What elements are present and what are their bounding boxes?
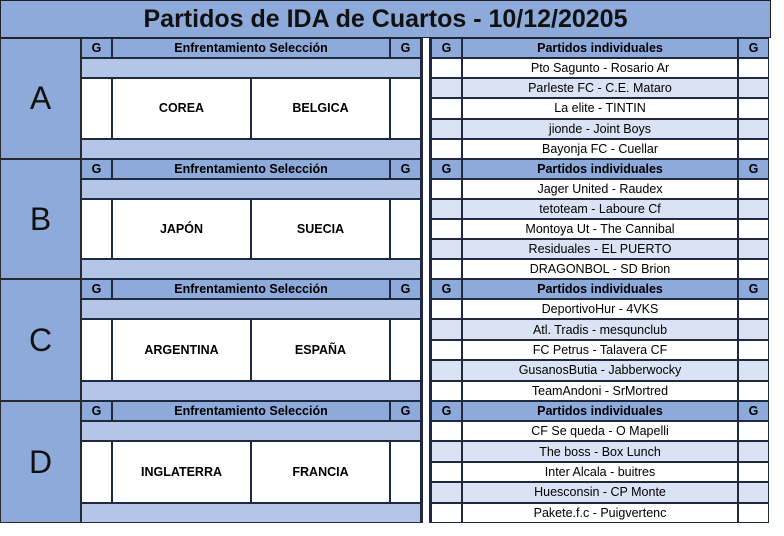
g-header: G bbox=[738, 159, 769, 179]
team-home: COREA bbox=[112, 78, 251, 139]
goal-cell[interactable] bbox=[431, 239, 462, 259]
goal-cell[interactable] bbox=[81, 441, 112, 502]
goal-cell[interactable] bbox=[431, 78, 462, 98]
empty-band bbox=[81, 259, 421, 279]
goal-cell[interactable] bbox=[738, 421, 769, 441]
individual-match: DRAGONBOL - SD Brion bbox=[462, 259, 738, 279]
g-header: G bbox=[738, 38, 769, 58]
individual-match: FC Petrus - Talavera CF bbox=[462, 340, 738, 360]
goal-cell[interactable] bbox=[81, 199, 112, 259]
goal-cell[interactable] bbox=[431, 340, 462, 360]
empty-band bbox=[81, 139, 421, 159]
team-home: ARGENTINA bbox=[112, 319, 251, 380]
individual-match: Inter Alcala - buitres bbox=[462, 462, 738, 482]
individuales-header: Partidos individuales bbox=[462, 159, 738, 179]
individual-match: GusanosButia - Jabberwocky bbox=[462, 360, 738, 380]
goal-cell[interactable] bbox=[738, 381, 769, 401]
goal-cell[interactable] bbox=[738, 199, 769, 219]
g-header: G bbox=[390, 38, 421, 58]
seleccion-header: Enfrentamiento Selección bbox=[112, 401, 390, 421]
individual-match: CF Se queda - O Mapelli bbox=[462, 421, 738, 441]
goal-cell[interactable] bbox=[738, 462, 769, 482]
individual-match: Pakete.f.c - Puigvertenc bbox=[462, 503, 738, 523]
individual-match: jionde - Joint Boys bbox=[462, 119, 738, 139]
goal-cell[interactable] bbox=[431, 219, 462, 239]
g-header: G bbox=[81, 159, 112, 179]
goal-cell[interactable] bbox=[738, 98, 769, 118]
goal-cell[interactable] bbox=[738, 360, 769, 380]
goal-cell[interactable] bbox=[390, 78, 421, 139]
goal-cell[interactable] bbox=[431, 462, 462, 482]
individual-match: Residuales - EL PUERTO bbox=[462, 239, 738, 259]
goal-cell[interactable] bbox=[738, 503, 769, 523]
g-header: G bbox=[431, 38, 462, 58]
column-separator bbox=[421, 38, 431, 159]
individuales-header: Partidos individuales bbox=[462, 279, 738, 299]
empty-band bbox=[81, 58, 421, 78]
g-header: G bbox=[738, 279, 769, 299]
individual-match: Montoya Ut - The Cannibal bbox=[462, 219, 738, 239]
page-title: Partidos de IDA de Cuartos - 10/12/20205 bbox=[0, 0, 771, 38]
goal-cell[interactable] bbox=[738, 239, 769, 259]
goal-cell[interactable] bbox=[81, 319, 112, 380]
team-away: ESPAÑA bbox=[251, 319, 390, 380]
individual-match: tetoteam - Laboure Cf bbox=[462, 199, 738, 219]
empty-band bbox=[81, 421, 421, 441]
goal-cell[interactable] bbox=[431, 360, 462, 380]
individual-match: Huesconsin - CP Monte bbox=[462, 482, 738, 502]
goal-cell[interactable] bbox=[738, 299, 769, 319]
g-header: G bbox=[81, 279, 112, 299]
team-away: FRANCIA bbox=[251, 441, 390, 502]
g-header: G bbox=[431, 279, 462, 299]
g-header: G bbox=[390, 279, 421, 299]
goal-cell[interactable] bbox=[390, 441, 421, 502]
goal-cell[interactable] bbox=[431, 119, 462, 139]
g-header: G bbox=[81, 401, 112, 421]
goal-cell[interactable] bbox=[738, 441, 769, 461]
column-separator bbox=[421, 279, 431, 401]
goal-cell[interactable] bbox=[81, 78, 112, 139]
team-away: BELGICA bbox=[251, 78, 390, 139]
g-header: G bbox=[390, 159, 421, 179]
goal-cell[interactable] bbox=[431, 179, 462, 199]
empty-band bbox=[81, 503, 421, 523]
individual-match: Bayonja FC - Cuellar bbox=[462, 139, 738, 159]
goal-cell[interactable] bbox=[431, 299, 462, 319]
goal-cell[interactable] bbox=[431, 441, 462, 461]
goal-cell[interactable] bbox=[431, 503, 462, 523]
team-away: SUECIA bbox=[251, 199, 390, 259]
empty-band bbox=[81, 179, 421, 199]
goal-cell[interactable] bbox=[431, 58, 462, 78]
goal-cell[interactable] bbox=[431, 421, 462, 441]
empty-band bbox=[81, 381, 421, 401]
goal-cell[interactable] bbox=[738, 482, 769, 502]
goal-cell[interactable] bbox=[431, 199, 462, 219]
group-letter: C bbox=[0, 279, 81, 401]
individual-match: La elite - TINTIN bbox=[462, 98, 738, 118]
goal-cell[interactable] bbox=[738, 319, 769, 339]
individual-match: Atl. Tradis - mesqunclub bbox=[462, 319, 738, 339]
g-header: G bbox=[431, 159, 462, 179]
column-separator bbox=[421, 401, 431, 523]
column-separator bbox=[421, 159, 431, 279]
individual-match: TeamAndoni - SrMortred bbox=[462, 381, 738, 401]
goal-cell[interactable] bbox=[738, 219, 769, 239]
goal-cell[interactable] bbox=[738, 179, 769, 199]
goal-cell[interactable] bbox=[431, 259, 462, 279]
goal-cell[interactable] bbox=[431, 319, 462, 339]
seleccion-header: Enfrentamiento Selección bbox=[112, 38, 390, 58]
goal-cell[interactable] bbox=[738, 259, 769, 279]
empty-band bbox=[81, 299, 421, 319]
g-header: G bbox=[81, 38, 112, 58]
group-letter: D bbox=[0, 401, 81, 523]
goal-cell[interactable] bbox=[390, 319, 421, 380]
team-home: JAPÓN bbox=[112, 199, 251, 259]
individual-match: Parleste FC - C.E. Mataro bbox=[462, 78, 738, 98]
goal-cell[interactable] bbox=[431, 381, 462, 401]
g-header: G bbox=[431, 401, 462, 421]
g-header: G bbox=[738, 401, 769, 421]
individuales-header: Partidos individuales bbox=[462, 38, 738, 58]
g-header: G bbox=[390, 401, 421, 421]
goal-cell[interactable] bbox=[738, 78, 769, 98]
goal-cell[interactable] bbox=[738, 119, 769, 139]
team-home: INGLATERRA bbox=[112, 441, 251, 502]
goal-cell[interactable] bbox=[431, 482, 462, 502]
individual-match: DeportivoHur - 4VKS bbox=[462, 299, 738, 319]
individuales-header: Partidos individuales bbox=[462, 401, 738, 421]
group-letter: A bbox=[0, 38, 81, 159]
seleccion-header: Enfrentamiento Selección bbox=[112, 159, 390, 179]
goal-cell[interactable] bbox=[738, 139, 769, 159]
group-letter: B bbox=[0, 159, 81, 279]
goal-cell[interactable] bbox=[431, 139, 462, 159]
goal-cell[interactable] bbox=[390, 199, 421, 259]
seleccion-header: Enfrentamiento Selección bbox=[112, 279, 390, 299]
individual-match: Pto Sagunto - Rosario Ar bbox=[462, 58, 738, 78]
goal-cell[interactable] bbox=[738, 58, 769, 78]
individual-match: The boss - Box Lunch bbox=[462, 441, 738, 461]
goal-cell[interactable] bbox=[738, 340, 769, 360]
goal-cell[interactable] bbox=[431, 98, 462, 118]
individual-match: Jager United - Raudex bbox=[462, 179, 738, 199]
